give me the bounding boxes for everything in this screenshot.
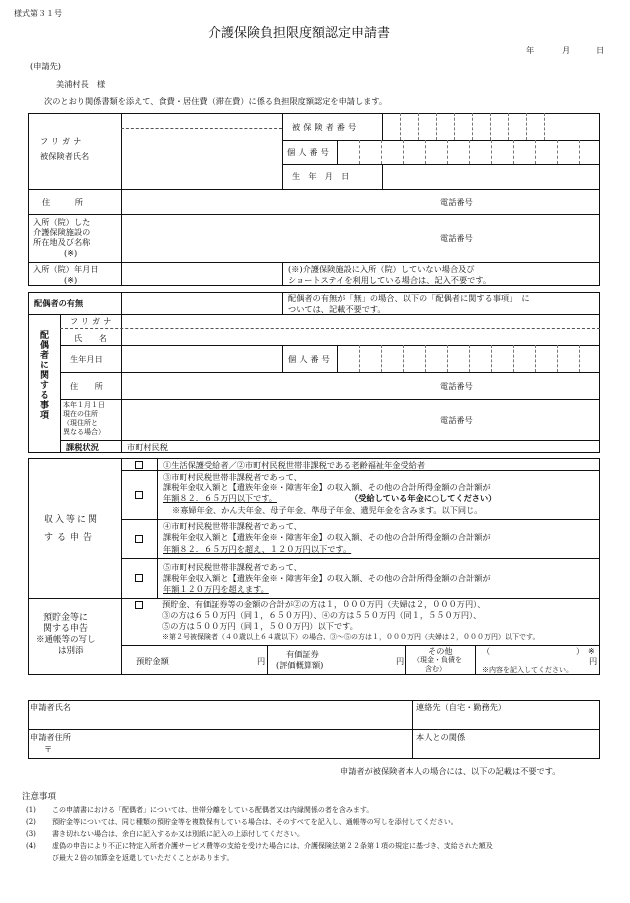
- income-option-3-line-4: （受給している年金に○してください）: [350, 493, 497, 503]
- other-label-2: （現金・負債を: [413, 656, 462, 664]
- income-option-3-line-5: ※寡婦年金、かん夫年金、母子年金、準母子年金、遺児年金を含みます。以下同じ。: [172, 505, 483, 515]
- applicant-address-label: 申請者住所: [30, 732, 71, 742]
- savings-label-4: は別添: [58, 646, 84, 656]
- income-option-1-checkbox[interactable]: [135, 461, 143, 469]
- spouse-name-label: 氏 名: [74, 333, 107, 343]
- applicant-contact-label: 連絡先（自宅・勤務先）: [416, 702, 507, 712]
- savings-label-2: 関する申告: [43, 624, 89, 634]
- savings-label-3: ※通帳等の写し: [36, 635, 96, 645]
- date-year-label: 年: [526, 45, 535, 55]
- admission-label-1: 入所（院）年月日: [33, 264, 99, 274]
- income-option-1: ①生活保護受給者／②市町村民税世帯非課税である老齢福祉年金受給者: [163, 460, 426, 470]
- birthdate-field[interactable]: [383, 165, 599, 188]
- applicant-address-field[interactable]: [56, 742, 406, 757]
- spouse-name-field[interactable]: [122, 329, 599, 344]
- date-day-label: 日: [596, 45, 605, 55]
- income-option-3-line-1: ③市町村民税世帯非課税者であって、: [163, 472, 302, 482]
- facility-field[interactable]: [123, 215, 423, 261]
- facility-phone-label: 電話番号: [440, 233, 473, 243]
- applicant-name-label: 申請者氏名: [30, 702, 71, 712]
- securities-label-2: (評価概算額): [276, 660, 324, 670]
- income-option-4-line-1: ④市町村民税世帯非課税者であって、: [163, 521, 302, 531]
- spouse-furigana-label: フリガナ: [70, 316, 115, 326]
- note-2-number: (2): [26, 818, 36, 826]
- relation-label: 本人との関係: [416, 732, 466, 742]
- admission-note-1: (※)介護保険施設に入所（院）していない場合及び: [288, 264, 475, 274]
- relation-field[interactable]: [414, 744, 598, 757]
- securities-label-1: 有価証券: [286, 649, 319, 659]
- tax-status-value: 市町村民税: [127, 442, 168, 452]
- income-label-2: する申告: [44, 533, 97, 543]
- savings-text-1: 預貯金、有価証券等の金額の合計が②の方は１，０００万円（夫婦は２，０００万円）、: [162, 599, 486, 609]
- spouse-birth-field[interactable]: [122, 346, 281, 371]
- address-phone-label: 電話番号: [440, 197, 473, 207]
- personal-number-label: 個人番号: [287, 147, 332, 157]
- securities-yen: 円: [396, 656, 405, 666]
- applicant-note: 申請者が被保険者本人の場合には、以下の記載は不要です。: [340, 766, 561, 776]
- form-number: 様式第３１号: [14, 9, 62, 18]
- insured-name-label: 被保険者氏名: [40, 151, 90, 161]
- income-option-4-line-2: 課税年金収入額と【遺族年金※・障害年金】の収入額、その他の合計所得金額の合計額が: [163, 532, 491, 542]
- spouse-birth-label: 生年月日: [70, 354, 103, 364]
- date-month-label: 月: [562, 45, 571, 55]
- income-option-5-checkbox[interactable]: [135, 574, 143, 582]
- income-option-4-checkbox[interactable]: [135, 535, 143, 543]
- other-detail-field[interactable]: [492, 646, 572, 656]
- birthdate-label: 生 年 月 日: [292, 171, 350, 181]
- facility-label-3: 所在地及び名称: [33, 237, 91, 247]
- admission-note-2: ショートステイを利用している場合は、記入不要です。: [288, 275, 492, 285]
- insured-number-field[interactable]: [383, 114, 599, 139]
- savings-text-2: ③の方は６５０万円（同１，６５０万円）、④の方は５５０万円（同１，５５０万円）、: [162, 610, 482, 620]
- note-2-text: 預貯金等については、同じ種類の預貯金等を複数保有している場合は、そのすべてを記入し、通帳等の写しを添付してください。: [52, 818, 458, 826]
- personal-number-field[interactable]: [338, 141, 599, 163]
- deposit-label: 預貯金額: [136, 656, 169, 666]
- jan1-label-1: 本年１月１日: [63, 401, 105, 409]
- other-label-1: その他: [428, 646, 453, 656]
- deposit-yen: 円: [257, 656, 266, 666]
- page-title: 介護保険負担限度額認定申請書: [208, 26, 391, 41]
- spouse-address-label: 住 所: [70, 381, 103, 391]
- income-label-1: 収入等に関: [44, 515, 100, 525]
- addressee-label: (申請先): [30, 61, 61, 71]
- jan1-label-2: 現在の住所: [63, 410, 98, 418]
- other-mark: ※: [588, 646, 595, 656]
- addressee: 美浦村長 様: [56, 79, 106, 89]
- spouse-jan1-address-field[interactable]: [122, 400, 422, 439]
- securities-amount-field[interactable]: [335, 646, 395, 674]
- note-4-number: (4): [26, 842, 36, 850]
- income-option-3-checkbox[interactable]: [135, 491, 143, 499]
- deposit-amount-field[interactable]: [180, 646, 258, 674]
- admission-date-field[interactable]: [123, 263, 281, 285]
- jan1-phone-label: 電話番号: [440, 415, 473, 425]
- address-field[interactable]: [123, 190, 423, 213]
- insured-furigana-label: フリガナ: [40, 136, 85, 146]
- spouse-personal-number-field[interactable]: [338, 346, 599, 371]
- postal-mark: 〒: [44, 744, 53, 754]
- jan1-label-4: 異なる場合）: [63, 428, 105, 436]
- savings-checkbox[interactable]: [135, 601, 143, 609]
- income-option-3-line-2: 課税年金収入額と【遺族年金※・障害年金】の収入額、その他の合計所得金額の合計額が: [163, 482, 491, 492]
- other-label-3: 含む）: [425, 665, 446, 673]
- note-3-text: 書き切れない場合は、余白に記入するか又は別紙に記入の上添付してください。: [52, 830, 304, 838]
- other-paren-open: （: [482, 646, 491, 656]
- applicant-name-field[interactable]: [90, 702, 408, 727]
- income-option-5-line-2: 課税年金収入額と【遺族年金※・障害年金】の収入額、その他の合計所得金額の合計額が: [163, 573, 491, 583]
- spouse-presence-note-1: 配偶者の有無が「無」の場合、以下の「配偶者に関する事項」 に: [288, 293, 530, 303]
- applicant-contact-field[interactable]: [414, 714, 598, 727]
- spouse-presence-label: 配偶者の有無: [34, 298, 84, 308]
- jan1-label-3: （現住所と: [63, 419, 98, 427]
- facility-label-4: (※): [64, 248, 78, 258]
- savings-text-4: ※第２号被保険者（４０歳以上６４歳以下）の場合、③～⑤の方は１，０００万円（夫婦は２，０００万円）以下です。: [162, 633, 540, 641]
- savings-label-1: 預貯金等に: [43, 613, 89, 623]
- admission-label-2: (※): [64, 275, 78, 285]
- other-paren-close: ）: [576, 646, 585, 656]
- note-3-number: (3): [26, 830, 36, 838]
- address-label: 住 所: [42, 197, 83, 207]
- savings-text-3: ⑤の方は５００万円（同１，５００万円）以下です。: [162, 621, 358, 631]
- note-1-number: (1): [26, 806, 36, 814]
- spouse-section-label: 配偶者に関する事項: [38, 330, 48, 420]
- facility-label-1: 入所（院）した: [33, 217, 91, 227]
- spouse-presence-field[interactable]: [122, 293, 281, 313]
- intro-text: 次のとおり関係書類を添えて、食費・居住費（滞在費）に係る負担限度額認定を申請します。: [44, 96, 388, 106]
- spouse-personal-number-label: 個人番号: [288, 354, 333, 364]
- income-option-5-line-1: ⑤市町村民税世帯非課税者であって、: [163, 562, 302, 572]
- spouse-phone-label: 電話番号: [440, 381, 473, 391]
- income-option-3-line-3: 年額８２．６５万円以下です。: [163, 493, 277, 503]
- spouse-address-field[interactable]: [122, 373, 422, 398]
- income-option-5-line-3: 年額１２０万円を超えます。: [163, 584, 269, 594]
- spouse-presence-note-2: ついては、記載不要です。: [288, 304, 386, 314]
- note-1-text: この申請書における「配偶者」については、世帯分離をしている配偶者又は内縁関係の者を含みます。: [52, 806, 374, 814]
- note-4-text: 虚偽の申告により不正に特定入所者介護サービス費等の支給を受けた場合には、介護保険法第２２条第１項の規定に基づき、支給された額及: [52, 842, 493, 850]
- note-4-text-continued: び最大２倍の加算金を返還していただくことがあります。: [52, 854, 234, 862]
- insured-name-field[interactable]: [123, 129, 281, 188]
- facility-label-2: 介護保険施設の: [33, 227, 91, 237]
- notes-heading: 注意事項: [22, 792, 57, 802]
- other-yen: 円: [589, 656, 598, 666]
- income-option-4-line-3: 年額８２．６５万円を超え、１２０万円以下です。: [163, 544, 352, 554]
- tax-status-label: 課税状況: [66, 442, 99, 452]
- insured-number-label: 被保険者番号: [292, 122, 360, 132]
- other-note: ※内容を記入してください。: [482, 666, 573, 674]
